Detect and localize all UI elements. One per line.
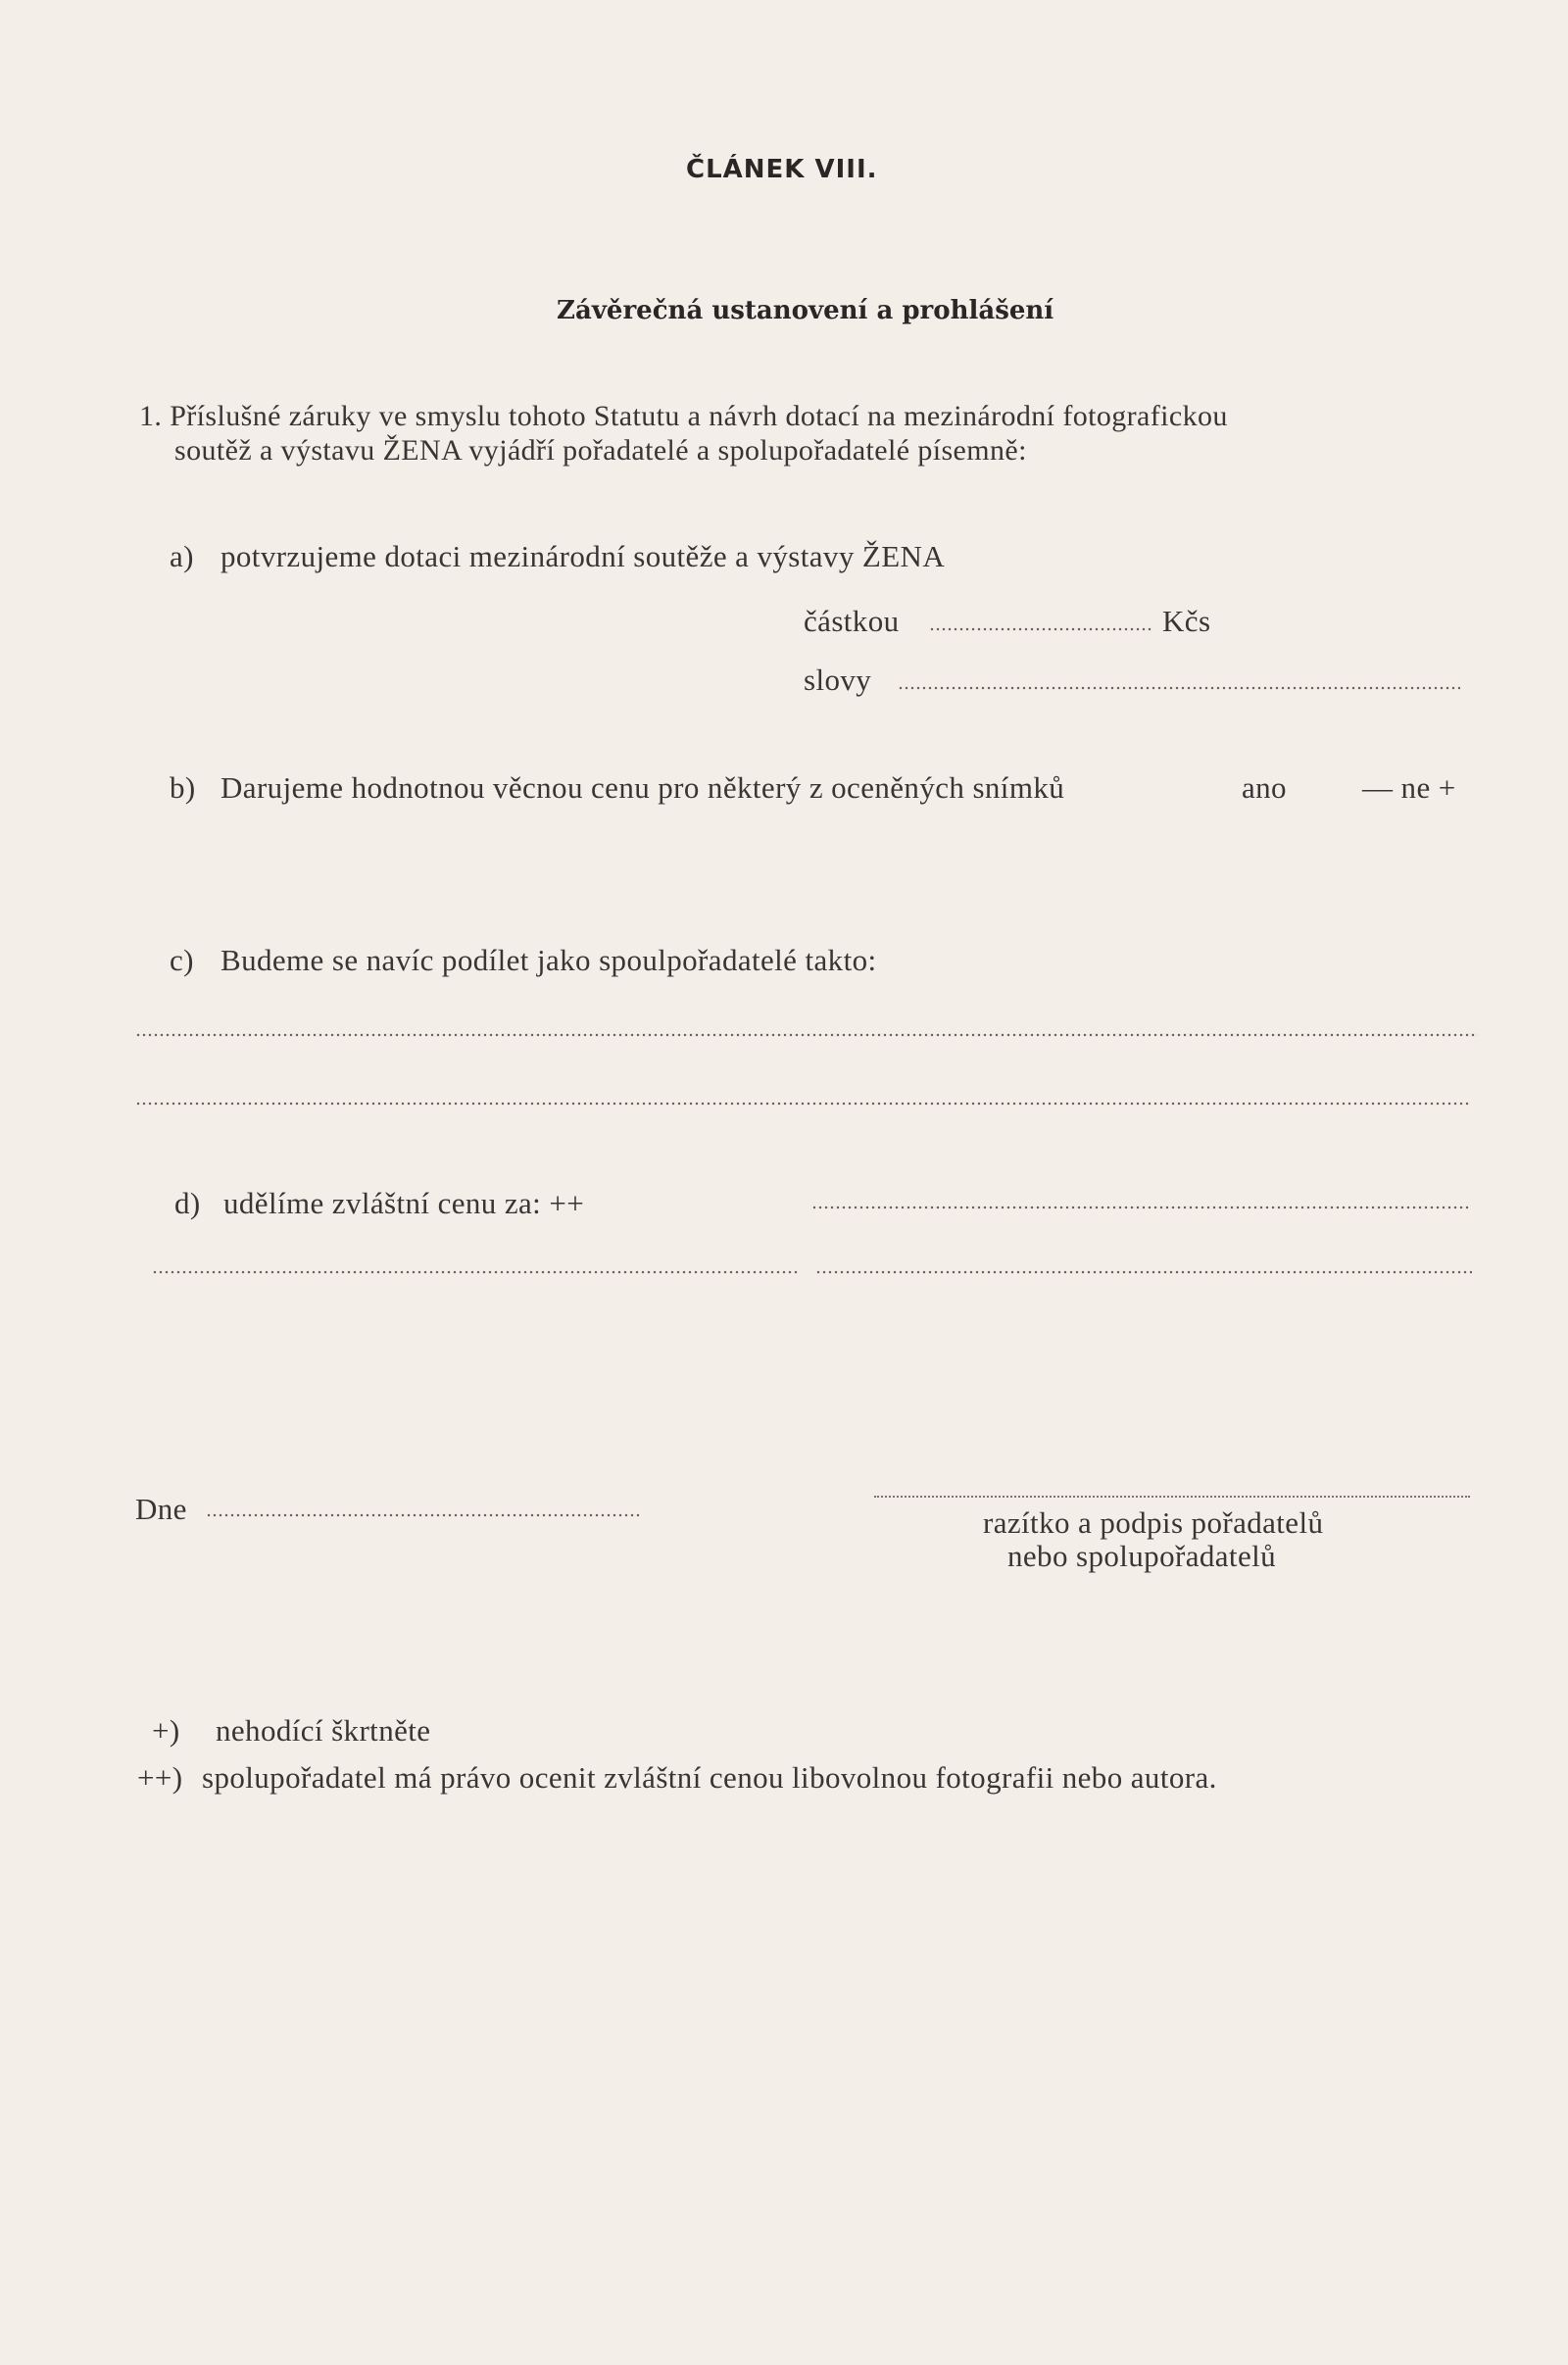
stamp-line2: nebo spolupořadatelů (1007, 1539, 1277, 1573)
footnote1-marker: +) (152, 1713, 180, 1748)
footnote2-text: spolupořadatel má právo ocenit zvláštní cenou libovolnou fotografii nebo autora. (202, 1760, 1217, 1795)
footnote1-text: nehodící škrtněte (216, 1713, 431, 1748)
option-no[interactable]: — ne + (1362, 770, 1456, 805)
item-c-text: Budeme se navíc podílet jako spoulpořadatelé takto: (220, 943, 877, 977)
words-field[interactable] (898, 686, 1460, 690)
item-b-marker: b) (170, 770, 196, 805)
item-a-marker: a) (170, 539, 194, 573)
footnote2-marker: ++) (137, 1760, 183, 1795)
item-d-field-2b[interactable] (815, 1270, 1472, 1274)
amount-label: částkou (804, 604, 900, 638)
option-yes[interactable]: ano (1242, 770, 1287, 805)
item-d-field-2a[interactable] (152, 1270, 799, 1274)
item-c-field-1[interactable] (135, 1033, 1478, 1037)
signature-line[interactable] (874, 1496, 1470, 1498)
item-d-field-1[interactable] (811, 1206, 1470, 1209)
currency-label: Kčs (1162, 604, 1211, 638)
item-b-text: Darujeme hodnotnou věcnou cenu pro některý z oceněných snímků (220, 770, 1065, 805)
section1-line2: soutěž a výstavu ŽENA vyjádří pořadatelé a spolupořadatelé písemně: (174, 434, 1027, 467)
words-label: slovy (804, 663, 872, 697)
date-label: Dne (135, 1492, 187, 1526)
item-d-text: udělíme zvláštní cenu za: ++ (223, 1186, 585, 1220)
section1-line1: 1. Příslušné záruky ve smyslu tohoto Statutu a návrh dotací na mezinárodní fotografickou (139, 400, 1228, 432)
item-c-marker: c) (170, 943, 194, 977)
stamp-line1: razítko a podpis pořadatelů (983, 1505, 1324, 1540)
article-subtitle: Závěrečná ustanovení a prohlášení (557, 296, 1054, 325)
item-c-field-2[interactable] (135, 1102, 1470, 1106)
date-field[interactable] (206, 1513, 641, 1517)
item-d-marker: d) (174, 1186, 201, 1220)
amount-field[interactable] (929, 627, 1152, 631)
item-a-text: potvrzujeme dotaci mezinárodní soutěže a výstavy ŽENA (220, 539, 946, 573)
article-title: ČLÁNEK VIII. (686, 155, 878, 184)
